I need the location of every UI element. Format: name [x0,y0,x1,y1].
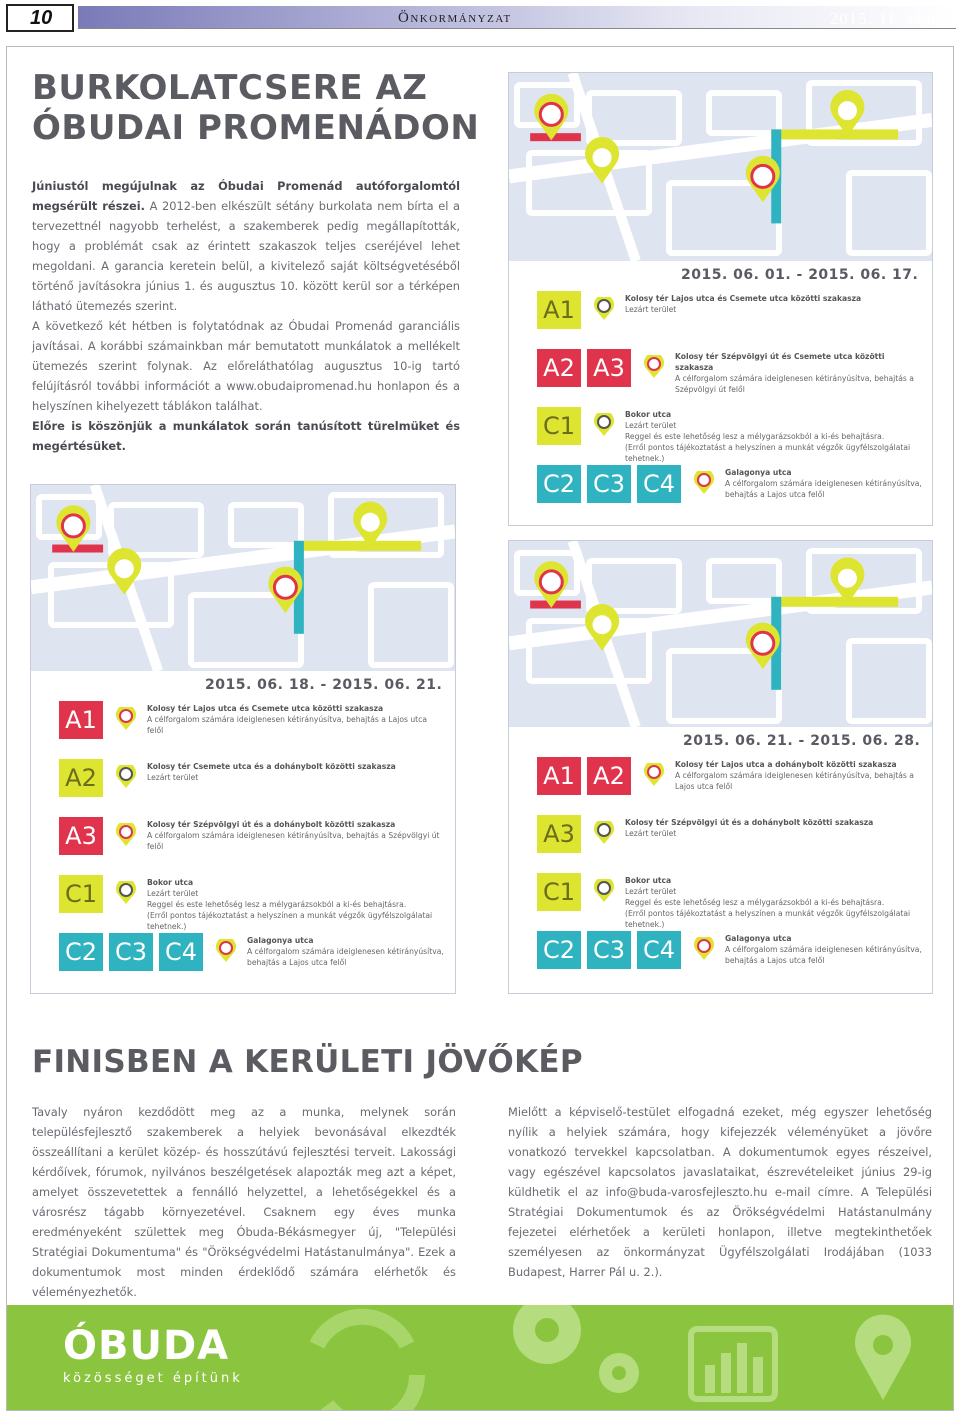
section-badge-c1: C1 [537,873,581,911]
header-bar [78,6,956,29]
schedule-panel-2 [30,484,456,994]
article1-closing: Előre is köszönjük a munkálatok során tanúsított türelmüket és megértésüket. [32,419,460,453]
map-drawing [509,541,932,727]
roadwork-pin-icon [593,413,615,437]
no-entry-pin-icon [643,355,665,379]
section-badge-c4: C4 [637,931,681,969]
article1-lead: Júniustól megújulnak az Óbudai Promenád autóforgalomtól megsérült részei. [32,179,460,213]
panel-date: 2015. 06. 21. - 2015. 06. 28. [683,733,921,749]
legend-title: Kolosy tér Szépvölgyi út és a dohánybolt közötti szakasza [625,818,874,827]
article2-title: FINISBEN A KERÜLETI JÖVŐKÉP [32,1044,583,1080]
map-1 [509,73,932,261]
legend-text [625,407,922,464]
legend-row [537,931,922,969]
section-badge-a1: A1 [537,757,581,795]
legend-text [147,701,444,736]
article1-title-line2: ÓBUDAI PROMENÁDON [32,108,480,148]
article1-body [32,176,460,456]
legend-title: Kolosy tér Lajos utca és Csemete utca közötti szakasza [147,704,384,713]
obuda-logo: ÓBUDA [63,1323,230,1369]
schedule-panel-3 [508,540,933,994]
legend-row [59,759,444,797]
legend-desc: A célforgalom számára ideiglenesen kétirányúsítva, behajtás a Lajos utca felől [725,945,922,965]
no-entry-pin-icon [215,939,237,963]
legend-title: Galagonya utca [725,934,792,943]
roadwork-pin-icon [593,879,615,903]
section-badge-a3: A3 [59,817,103,855]
section-badge-a2: A2 [59,759,103,797]
legend-row [537,815,922,853]
no-entry-pin-icon [643,763,665,787]
legend-desc: Lezárt terület [147,773,199,782]
article1-body2: A következő két hétben is folytatódnak az Óbudai Promenád garanciális javításai. A korábbi számainkban már bemutatott munkálatok a mellékelt ütemezés szerint folynak. Az előreláthatólag augusztus 10-ig tartó felújításról további információt a www.obudaipromenad.hu honlapon és a helyszínen kihelyezett táblákon találhat. [32,319,460,413]
legend-text [675,349,922,395]
map-drawing [509,73,932,261]
legend-text [247,933,444,968]
page-number: 10 [6,4,74,32]
legend-text [147,875,444,932]
section-badge-a3: A3 [587,349,631,387]
legend-desc: A célforgalom számára ideiglenesen kétirányúsítva, behajtás a Szépvölgyi út felől [675,374,914,394]
legend-row [59,817,444,855]
legend-text [675,757,922,792]
legend-row [537,349,922,395]
bar-chart-icon [691,1329,775,1399]
panel-date: 2015. 06. 18. - 2015. 06. 21. [205,677,443,693]
legend-title: Galagonya utca [725,468,792,477]
no-entry-pin-icon [115,823,137,847]
schedule-panel-1 [508,72,933,526]
page-header [6,4,956,32]
roadwork-pin-icon [115,881,137,905]
article1-body1: A 2012-ben elkészült sétány burkolata nem bírta el a tervezettnél nagyobb terhelést, a szakemberek pedig megállapították, hogy a problémát csak az érintett szakaszok teljes cseréjével lehet megoldani. A garancia keretein belül, a kivitelező saját költségvetéséből történő javításokra június 1. és augusztus 10. között kerül sor a térképen látható ütemezés szerint. [32,199,460,313]
legend-text [625,815,922,839]
article2-col2: Mielőtt a képviselő-testület elfogadná ezeket, még egyszer lehetőség nyílik a helyiek számára, hogy kifejezzék véleményüket a jövőre vonatkozó tervekkel kapcsolatban. A dokumentumok egyes részeivel, vagy egészével kapcsolatos javaslataikat, észrevételeiket június 29-ig küldhetik el az info@buda-varosfejleszto.hu e-mail címre. A Települési Stratégiai Dokumentumok és az Örökségvédelmi Hatástanulmány fejezetei elérhetőek a kerületi honlapon, illetve megtekinthetőek személyesen az önkormányzat Ügyfélszolgálati Irodájában (1033 Budapest, Harrer Pál u. 2.). [508,1105,932,1279]
section-badge-c3: C3 [587,931,631,969]
map-3 [509,541,932,727]
map-drawing [31,485,455,671]
section-badge-c3: C3 [587,465,631,503]
section-badge-c4: C4 [159,933,203,971]
legend-row [537,291,922,329]
roadwork-pin-icon [593,297,615,321]
legend-title: Kolosy tér Lajos utca a dohánybolt közötti szakasza [675,760,897,769]
no-entry-pin-icon [693,937,715,961]
legend-text [625,873,922,930]
legend-title: Bokor utca [625,410,672,419]
legend-title: Galagonya utca [247,936,314,945]
section-badge-c1: C1 [537,407,581,445]
legend-row [59,875,444,932]
legend-text [147,759,444,783]
legend-row [537,465,922,503]
section-badge-a1: A1 [59,701,103,739]
legend-desc: A célforgalom számára ideiglenesen kétirányúsítva, behajtás a Lajos utca felől [247,947,444,967]
section-badge-a2: A2 [537,349,581,387]
legend-text [625,291,922,315]
legend-row [537,873,922,930]
section-badge-c2: C2 [537,931,581,969]
legend-title: Bokor utca [625,876,672,885]
legend-row [59,933,444,971]
legend-desc: A célforgalom számára ideiglenesen kétirányúsítva, behajtás a Lajos utca felől [147,715,427,735]
legend-desc: A célforgalom számára ideiglenesen kétirányúsítva, behajtás a Lajos utca felől [725,479,922,499]
legend-row [537,407,922,464]
legend-desc: A célforgalom számára ideiglenesen kétirányúsítva, behajtás a Lajos utca felől [675,771,914,791]
no-entry-pin-icon [115,707,137,731]
no-entry-pin-icon [693,471,715,495]
section-badge-c2: C2 [537,465,581,503]
map-2 [31,485,455,671]
legend-desc: Lezárt terület [625,305,677,314]
roadwork-pin-icon [115,765,137,789]
legend-desc: Lezárt terület Reggel és este lehetőség lesz a mélygarázsokból a ki-és behajtásra. (Erről pontos tájékoztatást a helyszínen a munkát végzők ügyfélszolgálatai tehetnek.) [625,421,911,463]
legend-text [725,465,922,500]
legend-title: Kolosy tér Szépvölgyi út és a dohánybolt közötti szakasza [147,820,396,829]
section-badge-c3: C3 [109,933,153,971]
legend-desc: Lezárt terület [625,829,677,838]
section-badge-a1: A1 [537,291,581,329]
footer-banner [7,1305,953,1410]
legend-row [59,701,444,739]
article2-col1: Tavaly nyáron kezdődött meg az a munka, melynek során településfejlesztő szakemberek a helyiek bevonásával elkezdték összeállítani a kerület közép- és hosszútávú fejlesztési terveit. Lakossági kérdőívek, fórumok, nyilvános beszélgetések alapozták meg azt a képet, amelyet összevetettek a fennálló helyzettel, a lehetőségekkel és a városrész tágabb környezetével. Csaknem egy éves munka eredményeként születtek meg Óbuda-Békásmegyer új, "Települési Stratégiai Dokumentuma" és "Örökségvédelmi Hatástanulmánya". Ezek a dokumentumok most minden érdeklődő számára elérhetők és véleményezhetők. [32,1105,456,1299]
legend-desc: Lezárt terület Reggel és este lehetőség lesz a mélygarázsokból a ki-és behajtásra. (Erről pontos tájékoztatást a helyszínen a munkát végzők ügyfélszolgálatai tehetnek.) [625,887,911,929]
legend-text [725,931,922,966]
roadwork-pin-icon [593,821,615,845]
legend-title: Kolosy tér Csemete utca és a dohánybolt közötti szakasza [147,762,396,771]
panel-date: 2015. 06. 01. - 2015. 06. 17. [681,267,919,283]
section-title: Önkormányzat [398,10,512,26]
map-pin-icon [855,1315,911,1400]
legend-desc: A célforgalom számára ideiglenesen kétirányúsítva, behajtás a Szépvölgyi út felől [147,831,440,851]
section-badge-a3: A3 [537,815,581,853]
section-badge-c1: C1 [59,875,103,913]
legend-title: Kolosy tér Lajos utca és Csemete utca közötti szakasza [625,294,862,303]
obuda-slogan: közösséget építünk [63,1371,243,1386]
article1-title-line1: BURKOLATCSERE AZ [32,68,428,108]
legend-desc: Lezárt terület Reggel és este lehetőség lesz a mélygarázsokból a ki-és behajtásra. (Erről pontos tájékoztatást a helyszínen a munkát végzők ügyfélszolgálatai tehetnek.) [147,889,433,931]
legend-title: Kolosy tér Szépvölgyi út és Csemete utca közötti szakasza [675,352,885,372]
legend-title: Bokor utca [147,878,194,887]
section-badge-c4: C4 [637,465,681,503]
recycle-icon [317,1317,417,1410]
legend-text [147,817,444,852]
article1-title [32,68,479,148]
section-badge-c2: C2 [59,933,103,971]
legend-row [537,757,922,795]
section-badge-a2: A2 [587,757,631,795]
issue-label: 2015. 11. szám [829,9,946,28]
